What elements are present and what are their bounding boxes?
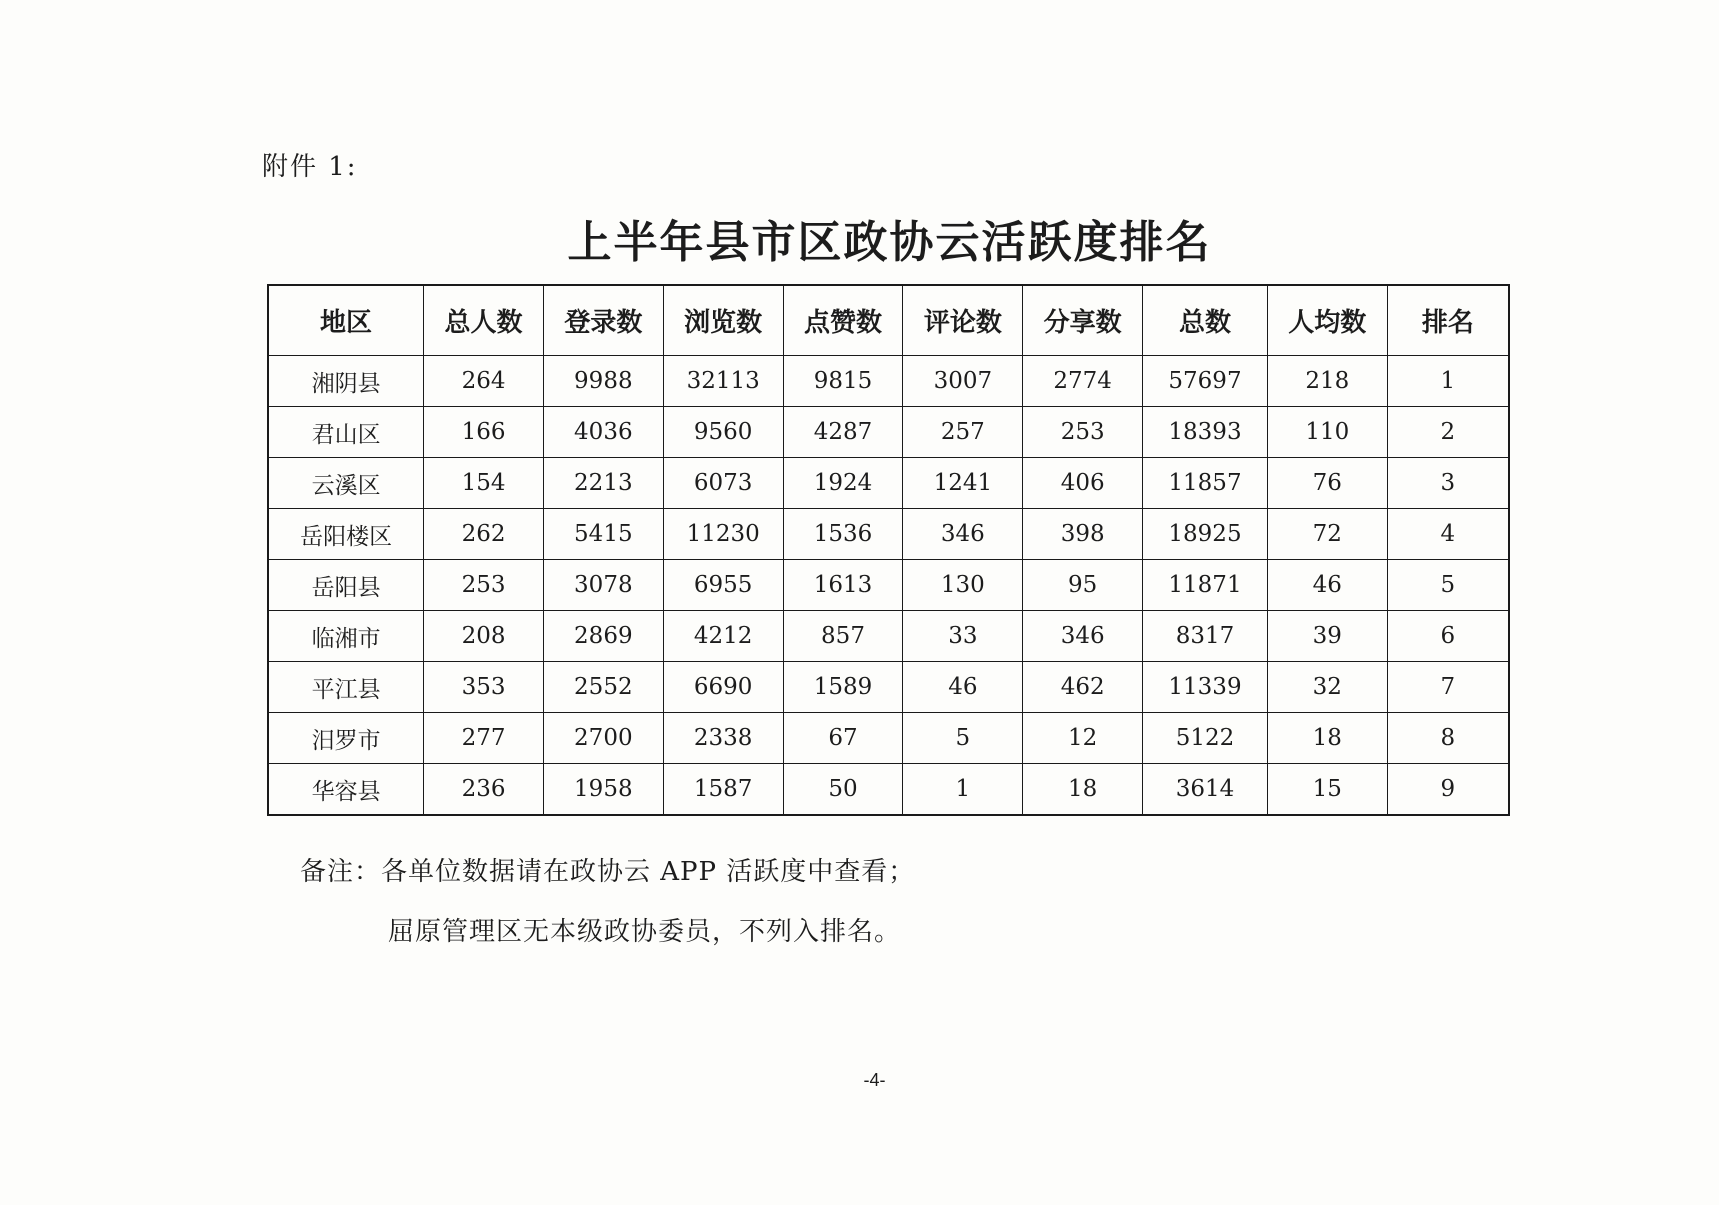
cell-sum: 18393 [1143, 407, 1268, 458]
header-region: 地区 [268, 285, 424, 356]
cell-likes: 50 [783, 764, 903, 816]
cell-total-people: 277 [424, 713, 544, 764]
cell-logins: 9988 [543, 356, 663, 407]
cell-logins: 2213 [543, 458, 663, 509]
cell-sum: 11871 [1143, 560, 1268, 611]
cell-comments: 1 [903, 764, 1023, 816]
cell-rank: 4 [1387, 509, 1509, 560]
table-row [268, 509, 1509, 560]
cell-views: 32113 [663, 356, 783, 407]
cell-sum: 11339 [1143, 662, 1268, 713]
cell-likes: 1589 [783, 662, 903, 713]
cell-logins: 3078 [543, 560, 663, 611]
cell-views: 6073 [663, 458, 783, 509]
cell-region: 君山区 [268, 407, 424, 458]
cell-per-capita: 39 [1267, 611, 1387, 662]
cell-total-people: 262 [424, 509, 544, 560]
cell-shares: 95 [1023, 560, 1143, 611]
table-body [268, 356, 1509, 816]
cell-per-capita: 46 [1267, 560, 1387, 611]
cell-region: 云溪区 [268, 458, 424, 509]
note-line-1: 备注：各单位数据请在政协云 APP 活跃度中查看； [300, 857, 916, 887]
cell-comments: 5 [903, 713, 1023, 764]
cell-sum: 3614 [1143, 764, 1268, 816]
cell-sum: 18925 [1143, 509, 1268, 560]
cell-region: 湘阴县 [268, 356, 424, 407]
header-per-capita: 人均数 [1267, 285, 1387, 356]
cell-region: 临湘市 [268, 611, 424, 662]
cell-likes: 1613 [783, 560, 903, 611]
cell-region: 岳阳楼区 [268, 509, 424, 560]
cell-comments: 257 [903, 407, 1023, 458]
cell-likes: 9815 [783, 356, 903, 407]
header-comments: 评论数 [903, 285, 1023, 356]
header-shares: 分享数 [1023, 285, 1143, 356]
cell-sum: 5122 [1143, 713, 1268, 764]
attachment-label: 附件 1: [262, 152, 358, 182]
table-row [268, 560, 1509, 611]
cell-rank: 3 [1387, 458, 1509, 509]
cell-rank: 9 [1387, 764, 1509, 816]
cell-rank: 7 [1387, 662, 1509, 713]
header-sum: 总数 [1143, 285, 1268, 356]
cell-total-people: 154 [424, 458, 544, 509]
table-row [268, 611, 1509, 662]
cell-region: 汨罗市 [268, 713, 424, 764]
cell-views: 4212 [663, 611, 783, 662]
cell-views: 6690 [663, 662, 783, 713]
cell-total-people: 264 [424, 356, 544, 407]
cell-sum: 8317 [1143, 611, 1268, 662]
cell-likes: 67 [783, 713, 903, 764]
cell-region: 华容县 [268, 764, 424, 816]
cell-views: 2338 [663, 713, 783, 764]
cell-shares: 18 [1023, 764, 1143, 816]
cell-comments: 130 [903, 560, 1023, 611]
cell-logins: 2552 [543, 662, 663, 713]
cell-per-capita: 76 [1267, 458, 1387, 509]
header-likes: 点赞数 [783, 285, 903, 356]
cell-sum: 57697 [1143, 356, 1268, 407]
ranking-table [267, 284, 1510, 816]
cell-region: 平江县 [268, 662, 424, 713]
cell-per-capita: 218 [1267, 356, 1387, 407]
header-logins: 登录数 [543, 285, 663, 356]
document-title: 上半年县市区政协云活跃度排名 [567, 217, 1212, 268]
cell-per-capita: 32 [1267, 662, 1387, 713]
cell-shares: 2774 [1023, 356, 1143, 407]
cell-rank: 6 [1387, 611, 1509, 662]
table-row [268, 662, 1509, 713]
table-row [268, 407, 1509, 458]
cell-logins: 2700 [543, 713, 663, 764]
table-row [268, 764, 1509, 816]
cell-comments: 3007 [903, 356, 1023, 407]
cell-shares: 398 [1023, 509, 1143, 560]
cell-logins: 1958 [543, 764, 663, 816]
cell-comments: 346 [903, 509, 1023, 560]
cell-views: 9560 [663, 407, 783, 458]
cell-rank: 8 [1387, 713, 1509, 764]
cell-shares: 253 [1023, 407, 1143, 458]
cell-region: 岳阳县 [268, 560, 424, 611]
cell-per-capita: 110 [1267, 407, 1387, 458]
cell-likes: 857 [783, 611, 903, 662]
cell-shares: 406 [1023, 458, 1143, 509]
cell-views: 6955 [663, 560, 783, 611]
cell-likes: 1924 [783, 458, 903, 509]
note-line-2: 屈原管理区无本级政协委员，不列入排名。 [388, 917, 902, 947]
cell-comments: 1241 [903, 458, 1023, 509]
cell-total-people: 236 [424, 764, 544, 816]
cell-logins: 5415 [543, 509, 663, 560]
table-header-row [268, 285, 1509, 356]
cell-comments: 46 [903, 662, 1023, 713]
cell-rank: 1 [1387, 356, 1509, 407]
page-number: -4- [863, 1070, 886, 1090]
cell-likes: 4287 [783, 407, 903, 458]
header-views: 浏览数 [663, 285, 783, 356]
cell-rank: 5 [1387, 560, 1509, 611]
cell-views: 11230 [663, 509, 783, 560]
table-row [268, 356, 1509, 407]
header-rank: 排名 [1387, 285, 1509, 356]
notes [300, 842, 915, 962]
cell-total-people: 208 [424, 611, 544, 662]
cell-total-people: 253 [424, 560, 544, 611]
cell-shares: 462 [1023, 662, 1143, 713]
cell-total-people: 166 [424, 407, 544, 458]
cell-logins: 2869 [543, 611, 663, 662]
cell-sum: 11857 [1143, 458, 1268, 509]
cell-per-capita: 72 [1267, 509, 1387, 560]
cell-shares: 346 [1023, 611, 1143, 662]
cell-likes: 1536 [783, 509, 903, 560]
cell-comments: 33 [903, 611, 1023, 662]
cell-logins: 4036 [543, 407, 663, 458]
cell-per-capita: 18 [1267, 713, 1387, 764]
table-row [268, 713, 1509, 764]
cell-per-capita: 15 [1267, 764, 1387, 816]
cell-shares: 12 [1023, 713, 1143, 764]
header-total-people: 总人数 [424, 285, 544, 356]
cell-views: 1587 [663, 764, 783, 816]
table-row [268, 458, 1509, 509]
cell-rank: 2 [1387, 407, 1509, 458]
cell-total-people: 353 [424, 662, 544, 713]
